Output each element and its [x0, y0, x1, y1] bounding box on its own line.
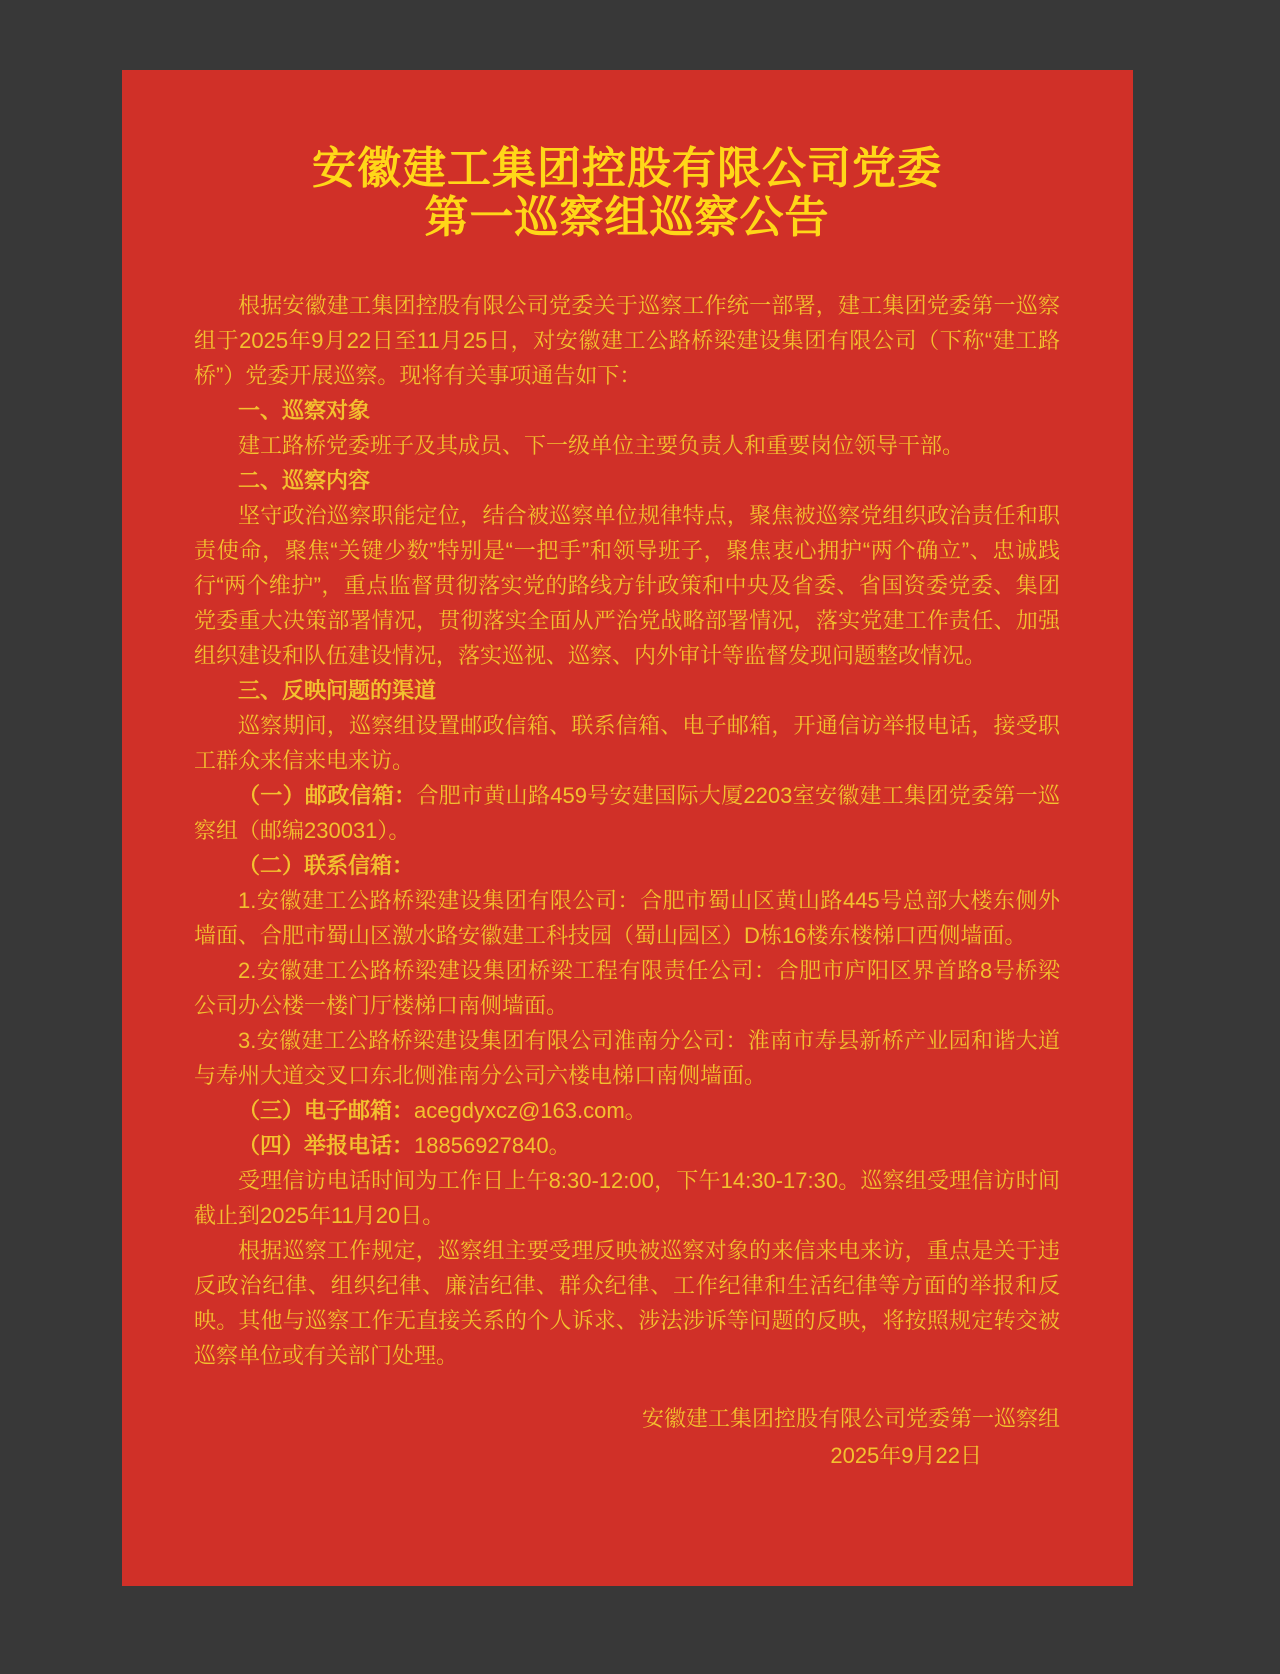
body-paragraph: 1.安徽建工公路桥梁建设集团有限公司：合肥市蜀山区黄山路445号总部大楼东侧外墙面、合肥市蜀山区激水路安徽建工科技园（蜀山园区）D栋16楼东楼梯口西侧墙面。: [194, 888, 1060, 948]
body-paragraph: 建工路桥党委班子及其成员、下一级单位主要负责人和重要岗位领导干部。: [238, 433, 965, 458]
labeled-paragraph: （四）举报电话：18856927840。: [238, 1133, 571, 1158]
labeled-paragraph: （一）邮政信箱：合肥市黄山路459号安建国际大厦2203室安徽建工集团党委第一巡察组（邮编230031）。: [194, 783, 1060, 843]
signature: 安徽建工集团控股有限公司党委第一巡察组: [641, 1406, 1060, 1431]
page-title-line1: 安徽建工集团控股有限公司党委: [312, 144, 942, 193]
body-paragraph: 坚守政治巡察职能定位，结合被巡察单位规律特点，聚焦被巡察党组织政治责任和职责使命，聚焦“关键少数”特别是“一把手”和领导班子，聚焦衷心拥护“两个确立”、忠诚践行“两个维护”，重点监督贯彻落实党的路线方针政策和中央及省委、省国资委党委、集团党委重大决策部署情况，贯彻落实全面从严治党战略部署情况，落实党建工作责任、加强组织建设和队伍建设情况，落实巡视、巡察、内外审计等监督发现问题整改情况。: [194, 503, 1060, 668]
body-paragraph: 2.安徽建工公路桥梁建设集团桥梁工程有限责任公司：合肥市庐阳区界首路8号桥梁公司办公楼一楼门厅楼梯口南侧墙面。: [194, 958, 1060, 1018]
body-paragraph: 3.安徽建工公路桥梁建设集团有限公司淮南分公司：淮南市寿县新桥产业园和谐大道与寿州大道交叉口东北侧淮南分公司六楼电梯口南侧墙面。: [194, 1028, 1060, 1088]
labeled-paragraph: [194, 848, 1060, 883]
date: 2025年9月22日: [830, 1443, 982, 1468]
announcement-body: [194, 288, 1060, 1473]
body-paragraph: 巡察期间，巡察组设置邮政信箱、联系信箱、电子邮箱，开通信访举报电话，接受职工群众来信来电来访。: [194, 713, 1060, 773]
paragraph-label: （四）举报电话：: [238, 1133, 415, 1158]
section-heading: 二、巡察内容: [238, 468, 371, 493]
body-paragraph: 受理信访电话时间为工作日上午8:30-12:00，下午14:30-17:30。巡察组受理信访时间截止到2025年11月20日。: [194, 1168, 1060, 1228]
announcement-page: [122, 70, 1133, 1586]
paragraph-label: （二）联系信箱：: [238, 853, 415, 878]
section-heading: 三、反映问题的渠道: [238, 678, 437, 703]
page-title-line2: 第一巡察组巡察公告: [424, 193, 830, 242]
body-paragraph: 根据安徽建工集团控股有限公司党委关于巡察工作统一部署，建工集团党委第一巡察组于2025年9月22日至11月25日，对安徽建工公路桥梁建设集团有限公司（下称“建工路桥”）党委开展巡察。现将有关事项通告如下：: [194, 293, 1060, 388]
section-heading: 一、巡察对象: [238, 398, 371, 423]
paragraph-label: （一）邮政信箱：: [238, 783, 417, 808]
page-title: [194, 144, 1060, 242]
paragraph-label: （三）电子邮箱：: [238, 1098, 415, 1123]
body-paragraph: 根据巡察工作规定，巡察组主要受理反映被巡察对象的来信来电来访，重点是关于违反政治纪律、组织纪律、廉洁纪律、群众纪律、工作纪律和生活纪律等方面的举报和反映。其他与巡察工作无直接关系的个人诉求、涉法涉诉等问题的反映，将按照规定转交被巡察单位或有关部门处理。: [194, 1238, 1060, 1368]
labeled-paragraph: （三）电子邮箱：acegdyxcz@163.com。: [238, 1098, 647, 1123]
